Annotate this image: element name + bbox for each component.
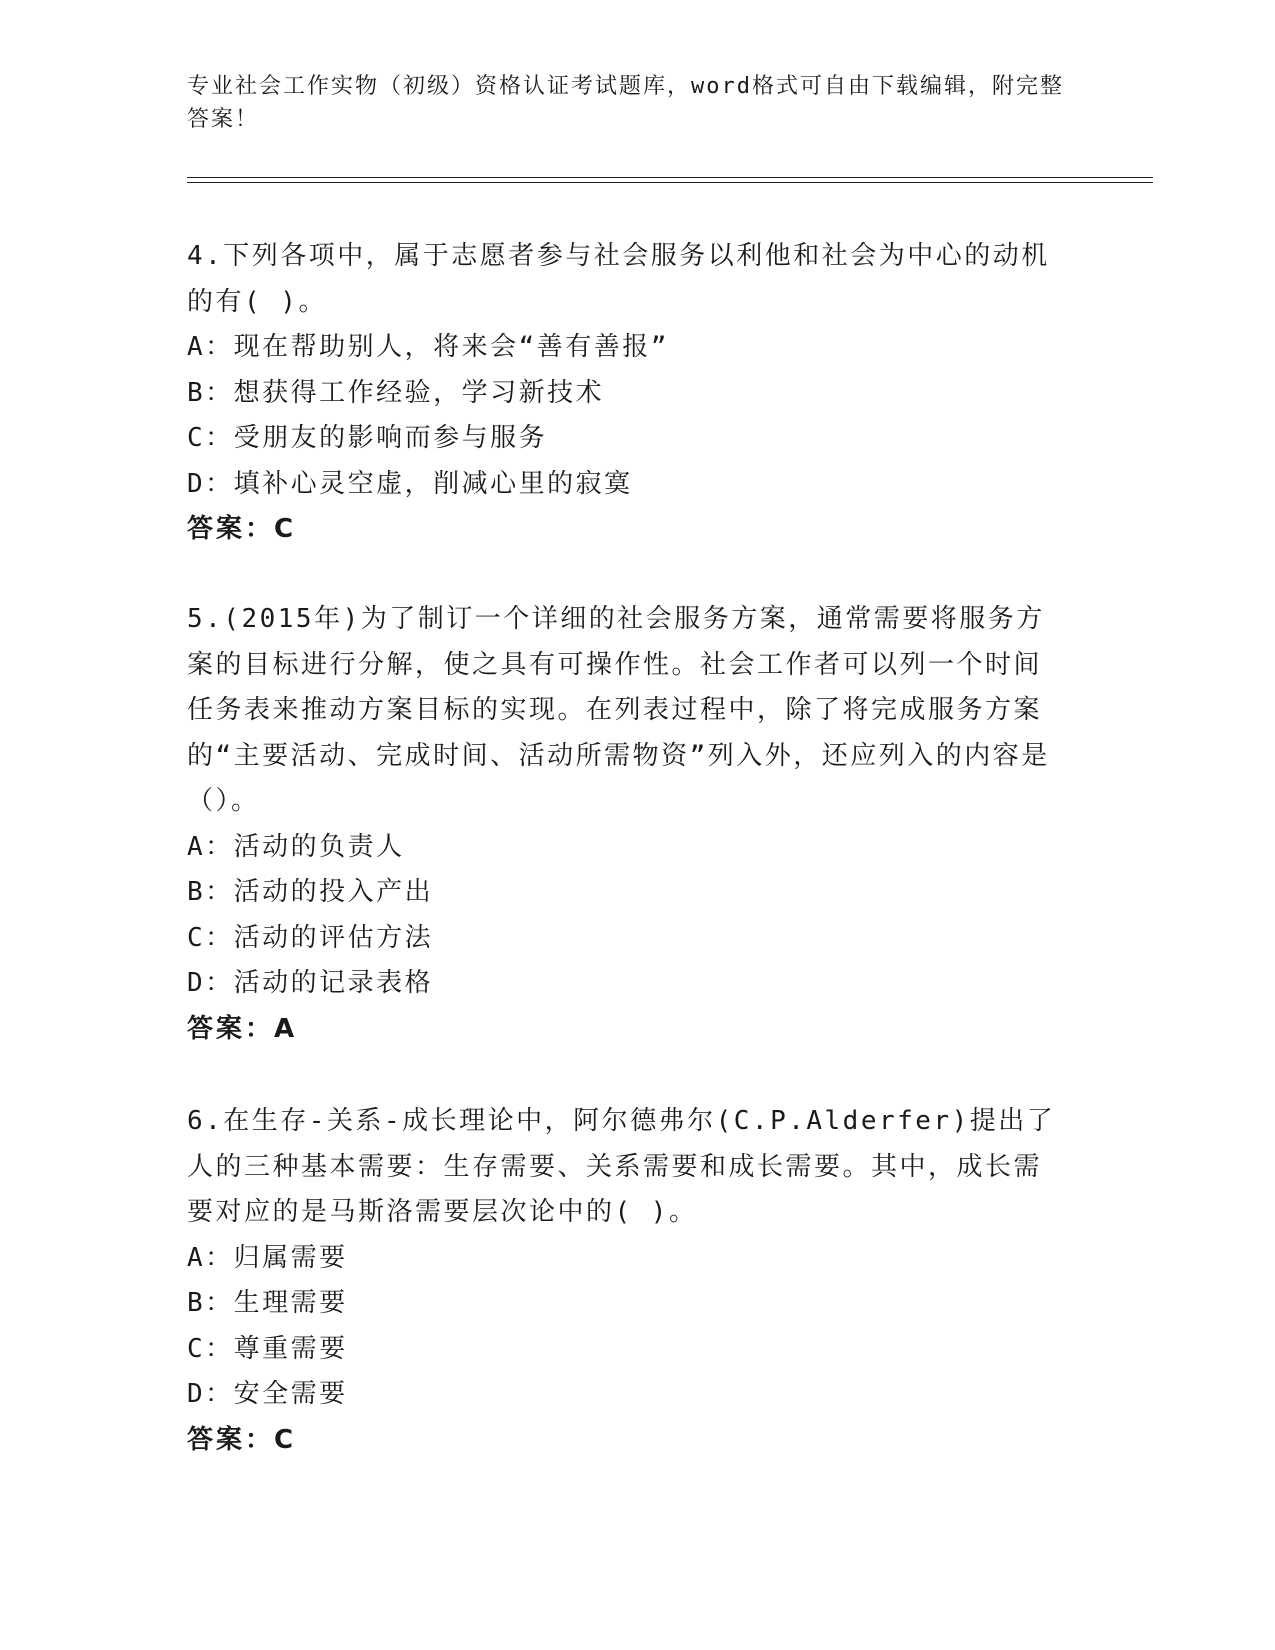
option-c: C：受朋友的影响而参与服务 <box>187 423 548 453</box>
question-stem: 6.在生存-关系-成长理论中，阿尔德弗尔(C.P.Alderfer)提出了人的三种基本需要：生存需要、关系需要和成长需要。其中，成长需要对应的是马斯洛需要层次论中的( )。 <box>187 1106 1056 1227</box>
option-c: C：活动的评估方法 <box>187 922 434 953</box>
question-4 <box>187 234 1067 553</box>
option-b: B：活动的投入产出 <box>187 877 434 907</box>
question-5 <box>187 597 1067 1052</box>
question-6 <box>187 1099 1067 1463</box>
header-divider-top <box>187 177 1153 178</box>
option-d: D：填补心灵空虚，削减心里的寂寞 <box>187 468 633 499</box>
option-a: A：现在帮助别人，将来会“善有善报” <box>187 332 669 362</box>
answer: 答案：C <box>187 514 297 544</box>
answer: 答案：C <box>187 1424 297 1455</box>
question-stem: 5.(2015年)为了制订一个详细的社会服务方案，通常需要将服务方案的目标进行分解，使之具有可操作性。社会工作者可以列一个时间任务表来推动方案目标的实现。在列表过程中，除了将完成服务方案的“主要活动、完成时间、活动所需物资”列入外，还应列入的内容是（）。 <box>187 604 1050 816</box>
option-c: C：尊重需要 <box>187 1333 348 1364</box>
option-a: A：归属需要 <box>187 1242 348 1273</box>
option-d: D：安全需要 <box>187 1379 348 1409</box>
option-d: D：活动的记录表格 <box>187 968 434 998</box>
option-b: B：想获得工作经验，学习新技术 <box>187 377 605 408</box>
document-header: 专业社会工作实物（初级）资格认证考试题库，word格式可自由下载编辑，附完整答案！ <box>187 74 1064 132</box>
option-b: B：生理需要 <box>187 1288 348 1318</box>
header-divider-bottom <box>187 182 1153 183</box>
option-a: A：活动的负责人 <box>187 831 405 862</box>
answer: 答案：A <box>187 1013 298 1044</box>
question-stem: 4.下列各项中，属于志愿者参与社会服务以利他和社会为中心的动机的有( )。 <box>187 241 1050 317</box>
